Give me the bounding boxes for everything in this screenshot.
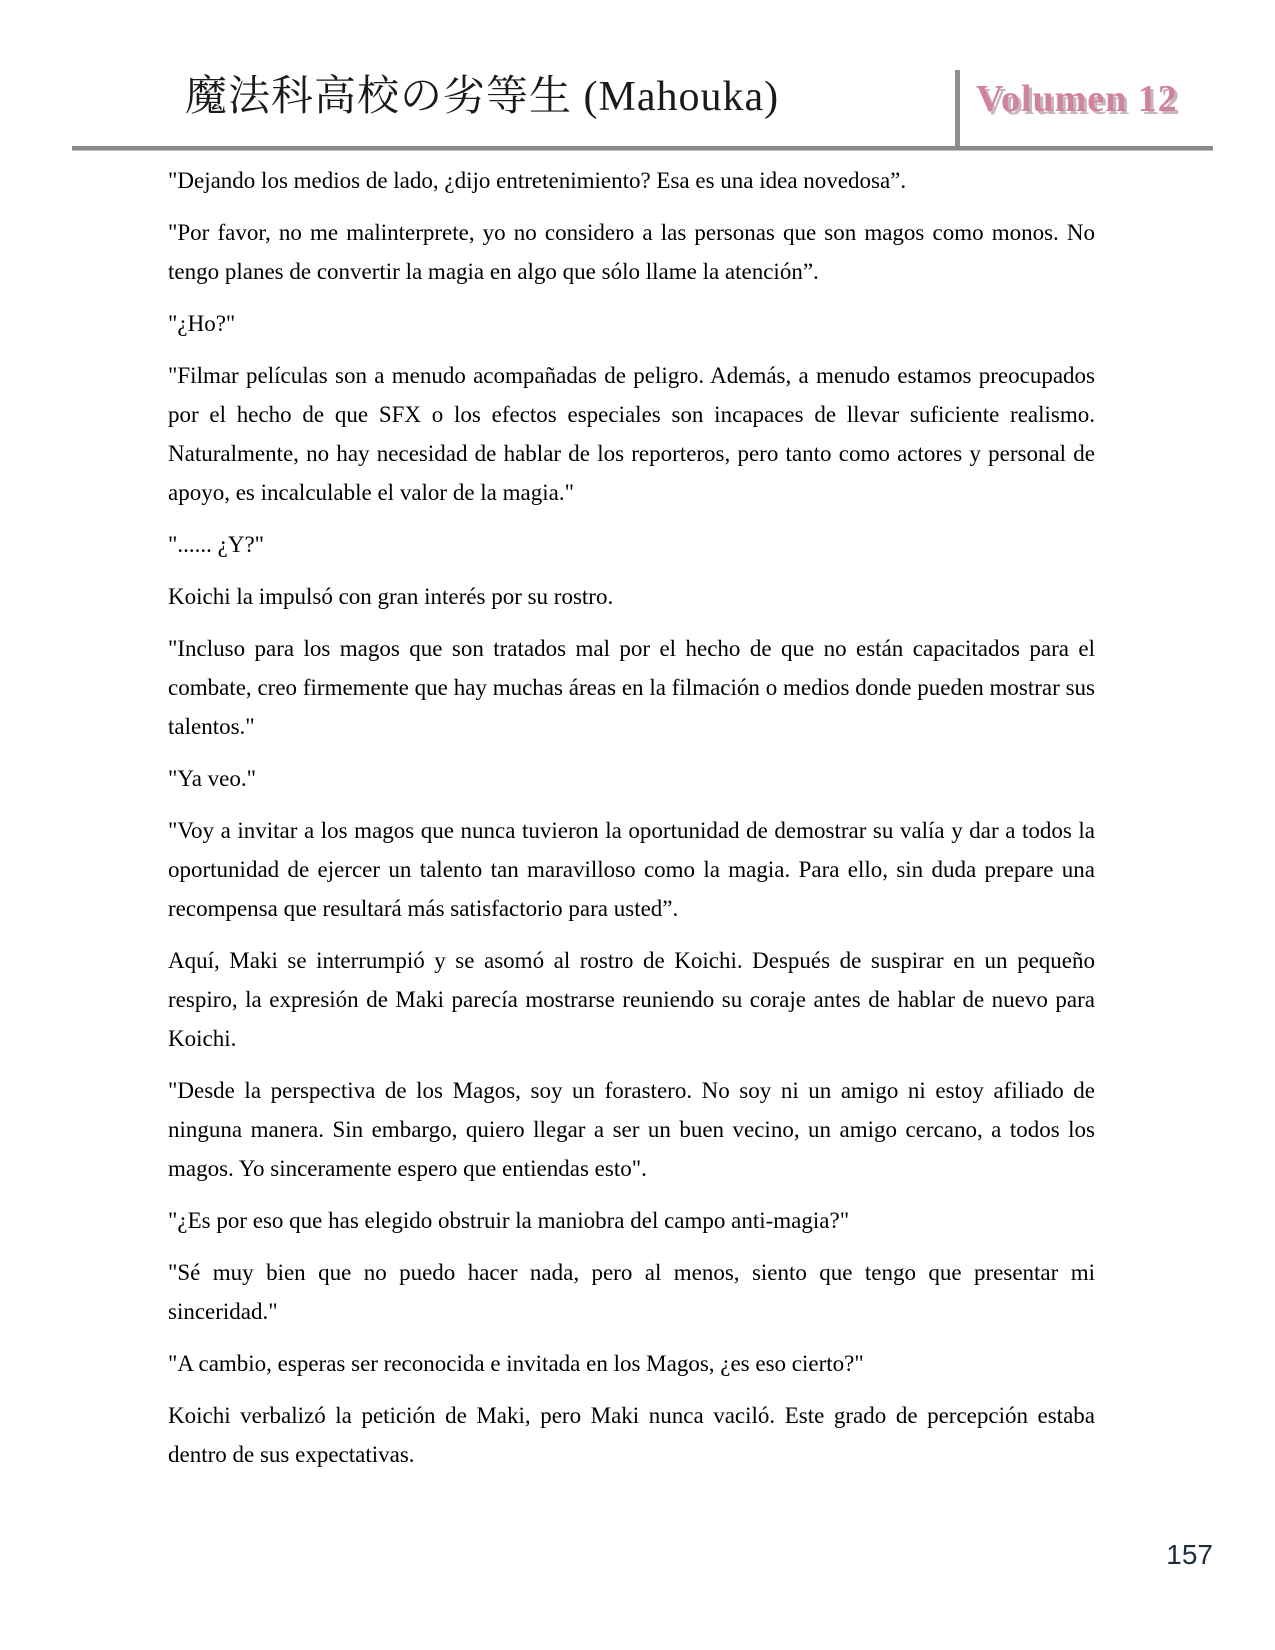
paragraph: "¿Es por eso que has elegido obstruir la maniobra del campo anti-magia?" — [168, 1208, 850, 1233]
paragraph: Koichi verbalizó la petición de Maki, pero Maki nunca vaciló. Este grado de percepción estaba dentro de sus expectativas. — [168, 1403, 1095, 1467]
paragraph: Aquí, Maki se interrumpió y se asomó al rostro de Koichi. Después de suspirar en un pequeño respiro, la expresión de Maki parecía mostrarse reuniendo su coraje antes de hablar de nuevo para Koichi. — [168, 948, 1095, 1051]
paragraph: "A cambio, esperas ser reconocida e invitada en los Magos, ¿es eso cierto?" — [168, 1351, 864, 1376]
page-number: 157 — [1166, 1539, 1213, 1570]
paragraph: "Por favor, no me malinterprete, yo no considero a las personas que son magos como monos. No tengo planes de convertir la magia en algo que sólo llame la atención”. — [168, 220, 1095, 284]
paragraph: "Desde la perspectiva de los Magos, soy un forastero. No soy ni un amigo ni estoy afiliado de ninguna manera. Sin embargo, quiero llegar a ser un buen vecino, un amigo cercano, a todos los magos. Yo sinceramente espero que entiendas esto". — [168, 1078, 1095, 1181]
paragraph: "Filmar películas son a menudo acompañadas de peligro. Además, a menudo estamos preocupados por el hecho de que SFX o los efectos especiales son incapaces de llevar suficiente realismo. Naturalmente, no hay necesidad de hablar de los reporteros, pero tanto como actores y personal de apoyo, es incalculable el valor de la magia." — [168, 363, 1095, 505]
paragraph: "¿Ho?" — [168, 311, 236, 336]
volume-label: Volumen 12 — [976, 78, 1178, 120]
paragraph: "Incluso para los magos que son tratados mal por el hecho de que no están capacitados para el combate, creo firmemente que hay muchas áreas en la filmación o medios donde pueden mostrar sus talentos." — [168, 636, 1095, 739]
book-title: 魔法科高校の劣等生 (Mahouka) — [185, 74, 780, 120]
header-rule — [72, 146, 1213, 151]
paragraph: "...... ¿Y?" — [168, 532, 265, 557]
paragraph: "Sé muy bien que no puedo hacer nada, pero al menos, siento que tengo que presentar mi sinceridad." — [168, 1260, 1095, 1324]
paragraph: Koichi la impulsó con gran interés por su rostro. — [168, 584, 614, 609]
body-text — [168, 161, 1095, 1487]
paragraph: "Ya veo." — [168, 766, 257, 791]
paragraph: "Dejando los medios de lado, ¿dijo entretenimiento? Esa es una idea novedosa”. — [168, 168, 907, 193]
header-divider-bar — [955, 70, 960, 148]
paragraph: "Voy a invitar a los magos que nunca tuvieron la oportunidad de demostrar su valía y dar a todos la oportunidad de ejercer un talento tan maravilloso como la magia. Para ello, sin duda prepare una recompensa que resultará más satisfactorio para usted”. — [168, 818, 1095, 921]
